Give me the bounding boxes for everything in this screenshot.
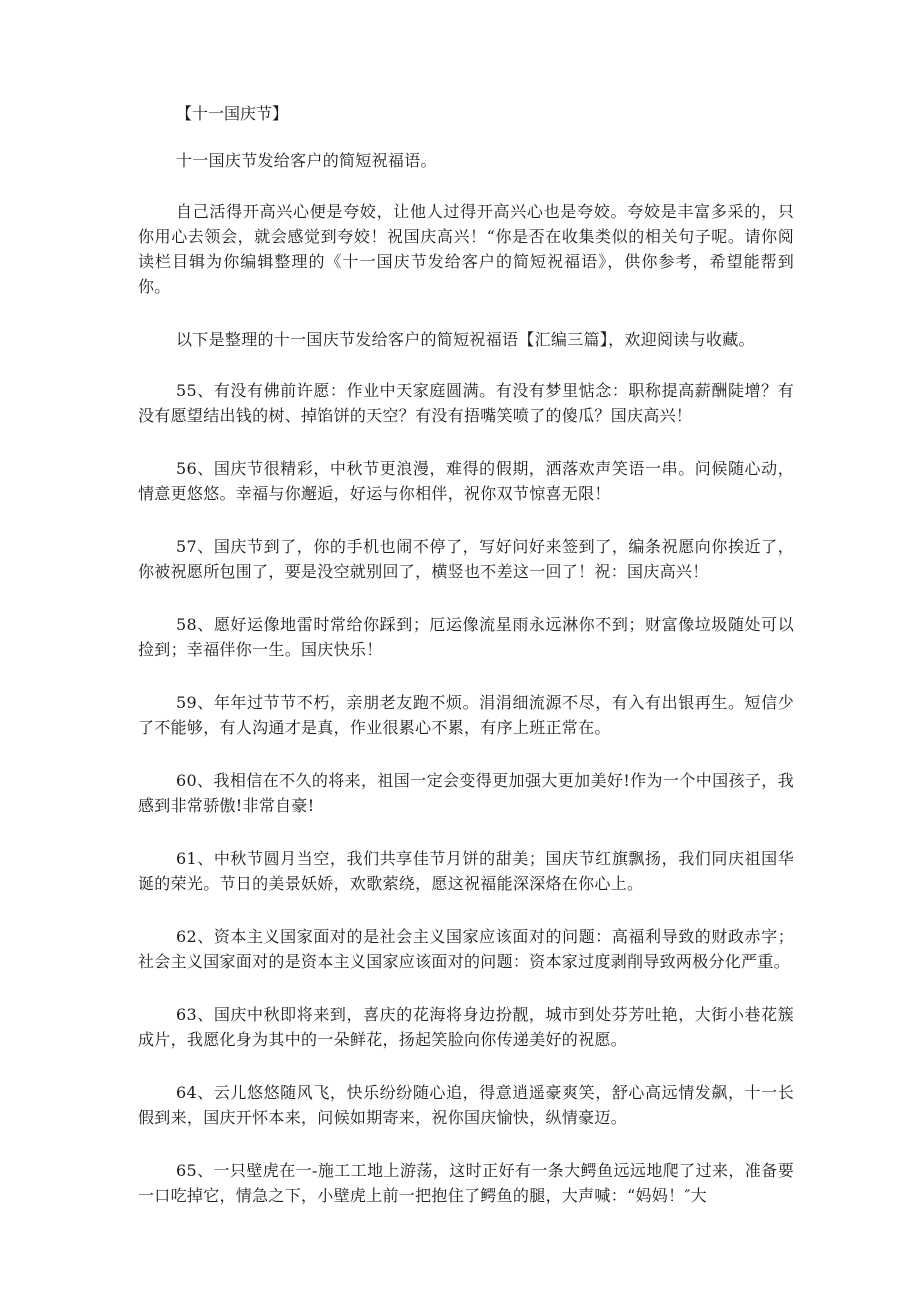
greeting-item-62: 62、资本主义国家面对的是社会主义国家应该面对的问题：高福利导致的财政赤字；社会主义国家面对的是资本主义国家应该面对的问题：资本家过度剥削导致两极分化严重。 bbox=[138, 927, 794, 971]
document-page bbox=[138, 100, 794, 1236]
greeting-item-58: 58、愿好运像地雷时常给你踩到；厄运像流星雨永远淋你不到；财富像垃圾随处可以捡到；幸福伴你一生。国庆快乐！ bbox=[138, 615, 794, 659]
intro-paragraph: 自己活得开高兴心便是夸姣，让他人过得开高兴心也是夸姣。夸姣是丰富多采的，只你用心去领会，就会感觉到夸姣！祝国庆高兴！“你是否在收集类似的相关句子呢。请你阅读栏目辑为你编辑整理的《十一国庆节发给客户的简短祝福语》，供你参考，希望能帮到你。 bbox=[138, 202, 794, 296]
greeting-item-64: 64、云儿悠悠随风飞，快乐纷纷随心追，得意逍遥豪爽笑，舒心高远情发飙，十一长假到来，国庆开怀本来，问候如期寄来，祝你国庆愉快，纵情豪迈。 bbox=[138, 1083, 794, 1127]
lead-paragraph: 以下是整理的十一国庆节发给客户的简短祝福语【汇编三篇】，欢迎阅读与收藏。 bbox=[176, 330, 755, 349]
greeting-item-57: 57、国庆节到了，你的手机也闹不停了，写好问好来签到了，编条祝愿向你挨近了，你被祝愿所包围了，要是没空就别回了，横竖也不差这一回了！祝：国庆高兴！ bbox=[138, 537, 794, 581]
greeting-item-60: 60、我相信在不久的将来，祖国一定会变得更加强大更加美好!作为一个中国孩子，我感到非常骄傲!非常自豪! bbox=[138, 771, 794, 815]
greeting-item-59: 59、年年过节节不朽，亲朋老友跑不烦。涓涓细流源不尽，有入有出银再生。短信少了不能够，有人沟通才是真，作业很累心不累，有序上班正常在。 bbox=[138, 693, 794, 737]
section-title: 【十一国庆节】 bbox=[176, 104, 289, 123]
greeting-item-63: 63、国庆中秋即将来到，喜庆的花海将身边扮靓，城市到处芬芳吐艳，大街小巷花簇成片，我愿化身为其中的一朵鲜花，扬起笑脸向你传递美好的祝愿。 bbox=[138, 1005, 794, 1049]
document-subtitle: 十一国庆节发给客户的简短祝福语。 bbox=[176, 151, 437, 170]
greeting-item-65: 65、一只壁虎在一-施工工地上游荡，这时正好有一条大鳄鱼远远地爬了过来，准备要一口吃掉它，情急之下，小壁虎上前一把抱住了鳄鱼的腿，大声喊：“妈妈！″大 bbox=[138, 1161, 794, 1205]
greeting-item-56: 56、国庆节很精彩，中秋节更浪漫，难得的假期，洒落欢声笑语一串。问候随心动，情意更悠悠。幸福与你邂逅，好运与你相伴，祝你双节惊喜无限！ bbox=[138, 459, 794, 503]
greeting-item-61: 61、中秋节圆月当空，我们共享佳节月饼的甜美；国庆节红旗飘扬，我们同庆祖国华诞的荣光。节日的美景妖娇，欢歌萦绕，愿这祝福能深深烙在你心上。 bbox=[138, 849, 794, 893]
greeting-item-55: 55、有没有佛前许愿：作业中天家庭圆满。有没有梦里惦念：职称提高薪酬陡增？有没有愿望结出钱的树、掉馅饼的天空？有没有捂嘴笑喷了的傻瓜？国庆高兴！ bbox=[138, 381, 794, 425]
